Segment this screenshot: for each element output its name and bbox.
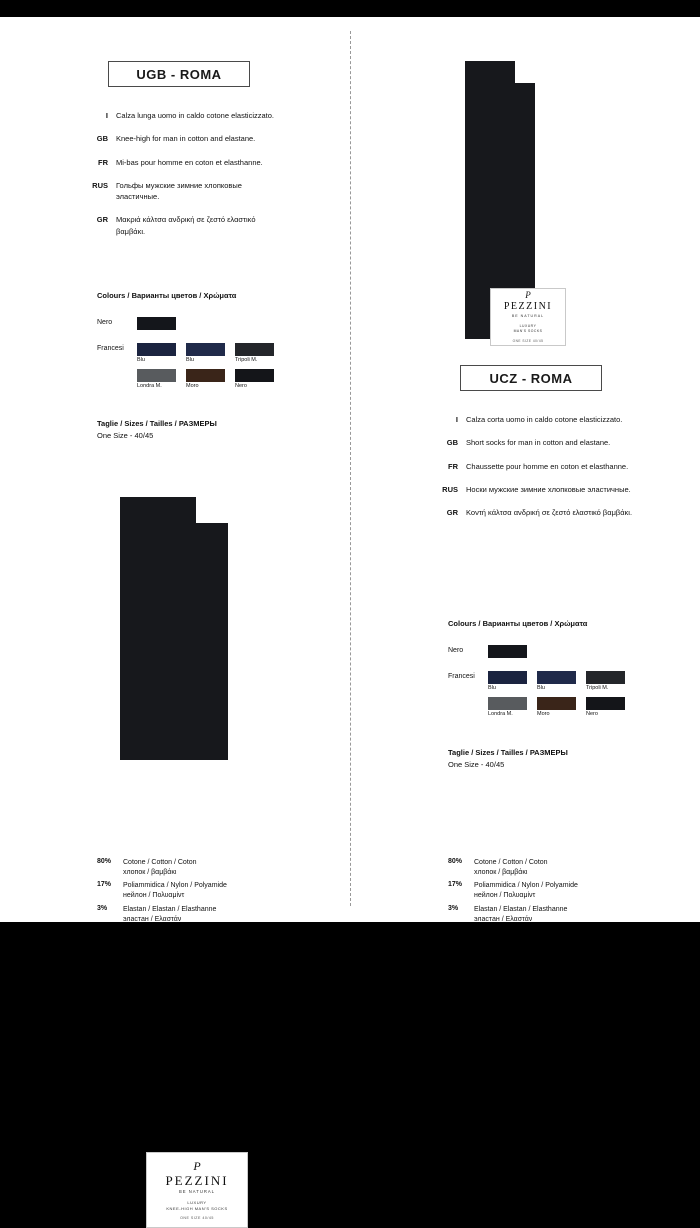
brand-category: LUXURY MAN'S SOCKS — [513, 324, 543, 333]
description-text: Гольфы мужские зимние хлопковые эластичные. — [116, 180, 242, 201]
swatch-cell[interactable] — [235, 369, 280, 391]
brand-category: LUXURY KNEE-HIGH MAN'S SOCKS — [166, 1199, 228, 1211]
composition-row — [448, 881, 578, 901]
description-row — [78, 110, 283, 121]
colour-chip[interactable] — [137, 369, 176, 382]
brand-name: PEZZINI — [165, 1172, 229, 1188]
colour-swatches-ucz — [448, 645, 635, 723]
swatch-row — [97, 343, 284, 365]
sizes-value: One Size - 40/45 — [97, 431, 154, 440]
colour-name: Blu — [186, 357, 194, 363]
brand-size: ONE SIZE 40/45 — [512, 338, 544, 343]
brand-name: PEZZINI — [503, 301, 553, 313]
swatch-cell[interactable] — [488, 645, 533, 667]
product-photo-ugb — [465, 61, 553, 343]
colour-name: Nero — [586, 711, 598, 717]
colours-heading-ugb: Colours / Варианты цветов / Χρώματα — [97, 291, 237, 300]
brand-label-ucz — [146, 1152, 248, 1228]
description-text: Knee-high for man in cotton and elastane. — [116, 134, 256, 144]
composition-percent: 3% — [97, 904, 108, 912]
description-row — [78, 180, 283, 203]
colour-chip[interactable] — [137, 343, 176, 356]
sizes-heading: Taglie / Sizes / Tailles / РАЗМЕРЫ — [97, 419, 217, 428]
description-row — [428, 437, 633, 448]
description-text: Mi-bas pour homme en coton et elasthanne. — [116, 157, 263, 167]
sizes-block-ugb — [97, 418, 217, 442]
composition-row — [97, 905, 227, 925]
colour-swatches-ugb — [97, 317, 284, 395]
description-list-ugb — [78, 110, 283, 249]
composition-row — [97, 881, 227, 901]
composition-percent: 3% — [448, 904, 459, 912]
description-row — [78, 133, 283, 144]
colour-chip[interactable] — [537, 671, 576, 684]
composition-text: Cotone / Cotton / Coton хлопок / βαμβάκι — [474, 859, 548, 877]
colour-name: Londra M. — [488, 711, 513, 717]
colour-name: Blu — [488, 685, 496, 691]
swatch-row — [97, 317, 284, 339]
language-code: RUS — [442, 484, 458, 494]
language-code: GR — [446, 508, 458, 517]
swatch-row-label: Francesi — [97, 345, 124, 352]
brand-label-ugb — [490, 288, 566, 346]
composition-block-ugb — [97, 858, 227, 928]
swatch-cell[interactable] — [488, 697, 533, 719]
product-title-box-ucz — [460, 365, 602, 391]
composition-percent: 17% — [97, 881, 112, 889]
colour-name: Moro — [186, 383, 199, 389]
composition-text: Poliammidica / Nylon / Polyamide нейлон / Πολυαμίντ — [474, 882, 578, 900]
composition-row — [448, 905, 578, 925]
composition-percent: 17% — [448, 881, 463, 889]
colour-name: Nero — [235, 383, 247, 389]
language-code: FR — [448, 461, 458, 471]
colour-chip[interactable] — [186, 369, 225, 382]
colour-chip[interactable] — [137, 317, 176, 330]
product-title-ugb: UGB - ROMA — [136, 66, 222, 82]
brand-size: ONE SIZE 40/45 — [180, 1216, 214, 1221]
colour-chip[interactable] — [186, 343, 225, 356]
composition-text: Elastan / Elastan / Elasthanne эластан / Ελαστάν — [123, 905, 217, 923]
colour-name: Tripoli M. — [586, 685, 609, 691]
description-row — [78, 214, 283, 237]
composition-percent: 80% — [448, 858, 463, 865]
brand-tagline: BE NATURAL — [511, 314, 545, 319]
swatch-row-label: Nero — [97, 319, 113, 326]
vertical-dashed-divider — [350, 31, 351, 906]
description-row — [428, 507, 633, 518]
colour-name: Blu — [537, 685, 545, 691]
language-code: GB — [446, 438, 458, 448]
brand-tagline: BE NATURAL — [179, 1188, 215, 1194]
description-row — [428, 461, 633, 472]
product-title-box-ugb — [108, 61, 250, 87]
description-list-ucz — [428, 414, 633, 530]
swatch-row — [137, 369, 284, 391]
catalog-page — [0, 17, 700, 1221]
colour-chip[interactable] — [586, 671, 625, 684]
language-code: RUS — [92, 180, 108, 190]
composition-block-ucz — [448, 858, 578, 928]
description-text: Μακριά κάλτσα ανδρική σε ζεστό ελαστικό βαμβάκι. — [116, 215, 256, 236]
description-row — [428, 414, 633, 425]
swatch-row-label: Nero — [448, 647, 464, 654]
language-code: I — [105, 111, 108, 120]
colour-name: Blu — [137, 357, 145, 363]
composition-text: Poliammidica / Nylon / Polyamide нейлон / Πολυαμίντ — [123, 882, 227, 900]
description-row — [428, 484, 633, 495]
composition-percent: 80% — [97, 858, 112, 865]
language-code: I — [455, 415, 458, 424]
top-black-bar — [0, 0, 700, 17]
sizes-block-ucz — [448, 747, 568, 771]
language-code: FR — [98, 157, 108, 167]
bottom-black-bar — [0, 922, 700, 963]
colour-name: Londra M. — [137, 383, 162, 389]
colour-name — [137, 331, 182, 339]
description-text: Chaussette pour homme en coton et elasthanne. — [466, 461, 629, 471]
description-text: Носки мужские зимние хлопковые эластичные. — [466, 484, 631, 494]
sizes-value: One Size - 40/45 — [448, 760, 505, 769]
swatch-cell[interactable] — [186, 343, 231, 365]
swatch-row — [448, 645, 635, 667]
description-text: Calza corta uomo in caldo cotone elasticizzato. — [466, 415, 623, 424]
colour-name: Moro — [537, 711, 550, 717]
colour-chip[interactable] — [586, 697, 625, 710]
colour-chip[interactable] — [488, 645, 527, 658]
swatch-row — [448, 671, 635, 693]
brand-monogram-icon: P — [193, 1158, 201, 1173]
colour-name: Tripoli M. — [235, 357, 258, 363]
swatch-cell[interactable] — [137, 343, 182, 365]
colour-chip[interactable] — [235, 369, 274, 382]
swatch-cell[interactable] — [137, 369, 182, 391]
swatch-cell[interactable] — [235, 343, 280, 365]
colour-chip[interactable] — [488, 697, 527, 710]
composition-row — [97, 858, 227, 878]
swatch-cell[interactable] — [488, 671, 533, 693]
description-row — [78, 157, 283, 168]
language-code: GB — [96, 134, 108, 144]
swatch-cell[interactable] — [537, 671, 582, 693]
swatch-row-label: Francesi — [448, 673, 475, 680]
composition-text: Elastan / Elastan / Elasthanne эластан / Ελαστάν — [474, 905, 568, 923]
colour-chip[interactable] — [235, 343, 274, 356]
colour-name — [488, 659, 533, 667]
colour-chip[interactable] — [537, 697, 576, 710]
swatch-cell[interactable] — [137, 317, 182, 339]
description-text: Calza lunga uomo in caldo cotone elasticizzato. — [116, 111, 275, 120]
product-title-ucz: UCZ - ROMA — [489, 370, 573, 386]
sock-cuff-notch — [515, 61, 535, 83]
sizes-heading: Taglie / Sizes / Tailles / РАЗМЕРЫ — [448, 748, 568, 757]
composition-row — [448, 858, 578, 878]
colour-chip[interactable] — [488, 671, 527, 684]
swatch-cell[interactable] — [586, 671, 631, 693]
swatch-cell[interactable] — [586, 697, 631, 719]
swatch-cell[interactable] — [537, 697, 582, 719]
colours-heading-ucz: Colours / Варианты цветов / Χρώματα — [448, 619, 588, 628]
composition-text: Cotone / Cotton / Coton хлопок / βαμβάκι — [123, 859, 197, 877]
language-code: GR — [96, 215, 108, 225]
swatch-row — [488, 697, 635, 719]
swatch-cell[interactable] — [186, 369, 231, 391]
description-text: Short socks for man in cotton and elastane. — [466, 438, 611, 448]
brand-monogram-icon: P — [525, 290, 531, 301]
sock-cuff-notch — [196, 497, 228, 523]
description-text: Κοντή κάλτσα ανδρική σε ζεστό ελαστικό βαμβάκι. — [466, 508, 633, 517]
